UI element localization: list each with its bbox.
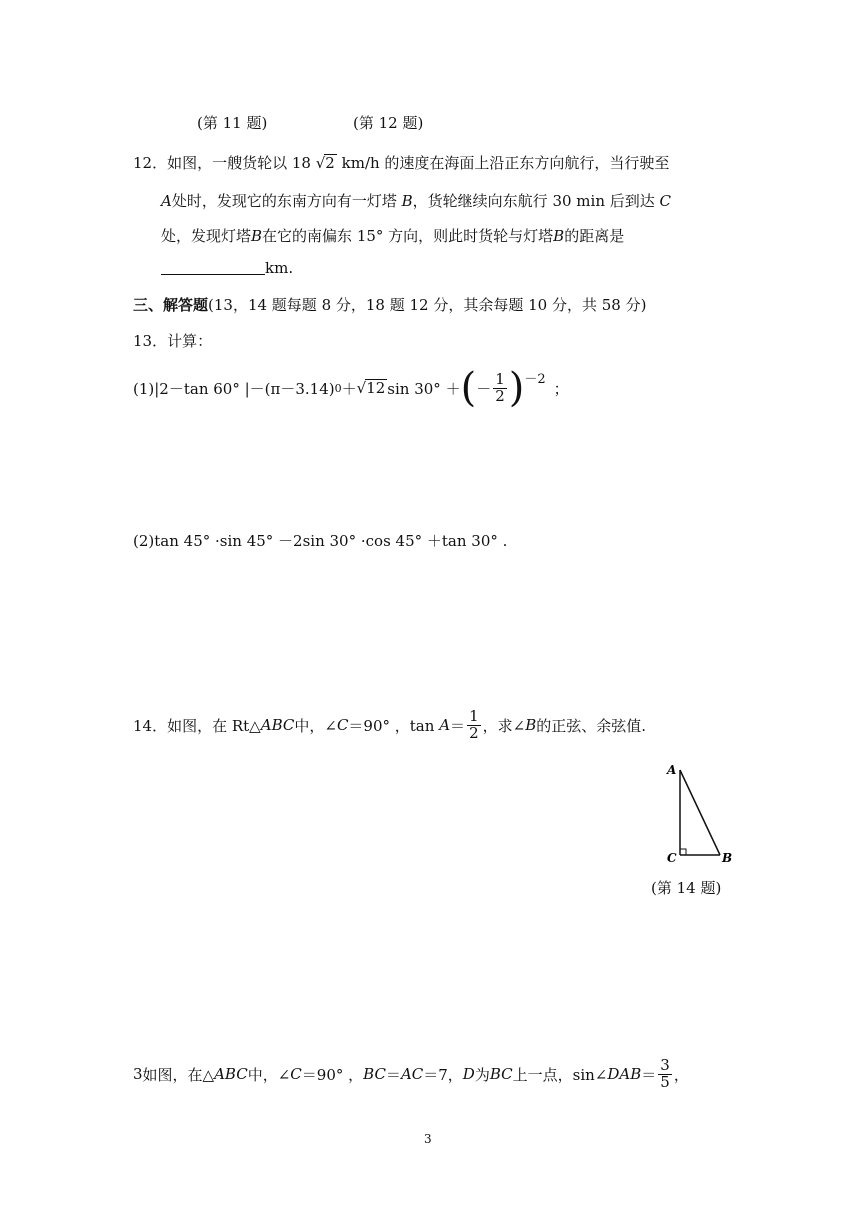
vertex-label-b: B	[722, 851, 733, 865]
question-12-line-3: 处，发现灯塔B在它的南偏东 15° 方向，则此时货轮与灯塔B的距离是	[161, 227, 625, 245]
question-12-line-1: 12．如图，一艘货轮以 18 √2 km/h 的速度在海面上沿正东方向航行，当行驶至	[133, 154, 670, 172]
vertex-label-c: C	[667, 851, 677, 865]
question-12-number: 12．	[133, 154, 168, 172]
vertex-label-a: A	[667, 763, 677, 777]
figure-11-caption: (第 11 题)	[197, 114, 268, 132]
question-12-line-4: km.	[161, 259, 293, 277]
figure-14-caption: (第 14 题)	[651, 879, 722, 897]
section-3-title: 三、解答题	[133, 296, 209, 314]
figure-14-triangle	[660, 758, 750, 868]
question-13-part-2: (2)tan 45° ·sin 45° －2sin 30° ·cos 45° ＋tan 30° .	[133, 532, 508, 550]
page-number: 3	[424, 1132, 432, 1146]
fraction-three-fifths: $\frac{3}{5}$	[660, 1055, 670, 1091]
right-bracket: )	[508, 365, 525, 411]
sqrt-sign: √	[315, 154, 326, 172]
question-13-intro: 13．计算：	[133, 332, 213, 350]
answer-blank[interactable]	[161, 274, 265, 275]
question-14: 14． 如图，在 Rt△ ABC 中，∠ C ＝90° ，tan A ＝ $\frac{1}{2}$ ，求∠ B 的正弦、余弦值.	[133, 706, 646, 742]
side-ab	[680, 770, 720, 855]
fraction-one-half: $\frac{1}{2}$	[469, 706, 479, 742]
section-3-note: (13，14 题每题 8 分，18 题 12 分，其余每题 10 分，共 58 分)	[208, 296, 647, 314]
left-bracket: (	[460, 365, 477, 411]
question-15-number: 3	[133, 1065, 143, 1083]
sqrt-sign: √	[356, 379, 367, 397]
question-15: 3 如图，在△ ABC 中，∠ C ＝90° ， BC ＝ AC ＝7， D 为 BC 上一点，sin∠ DAB ＝ $\frac{3}{5}$ ，	[133, 1055, 689, 1091]
fraction-one-half: $\frac{1}{2}$	[495, 369, 505, 405]
question-13-part-1: (1)|2－tan 60° |－(π－3.14) 0 ＋ √ 12 sin 30° ＋ ( － $\frac{1}{2}$ ) －2 ；	[133, 365, 569, 411]
section-3-header	[133, 294, 646, 315]
right-angle-mark	[680, 849, 686, 855]
figure-12-caption: (第 12 题)	[353, 114, 424, 132]
question-12-line-2: A处时，发现它的东南方向有一灯塔 B，货轮继续向东航行 30 min 后到达 C	[161, 192, 672, 210]
question-14-number: 14．	[133, 716, 168, 735]
